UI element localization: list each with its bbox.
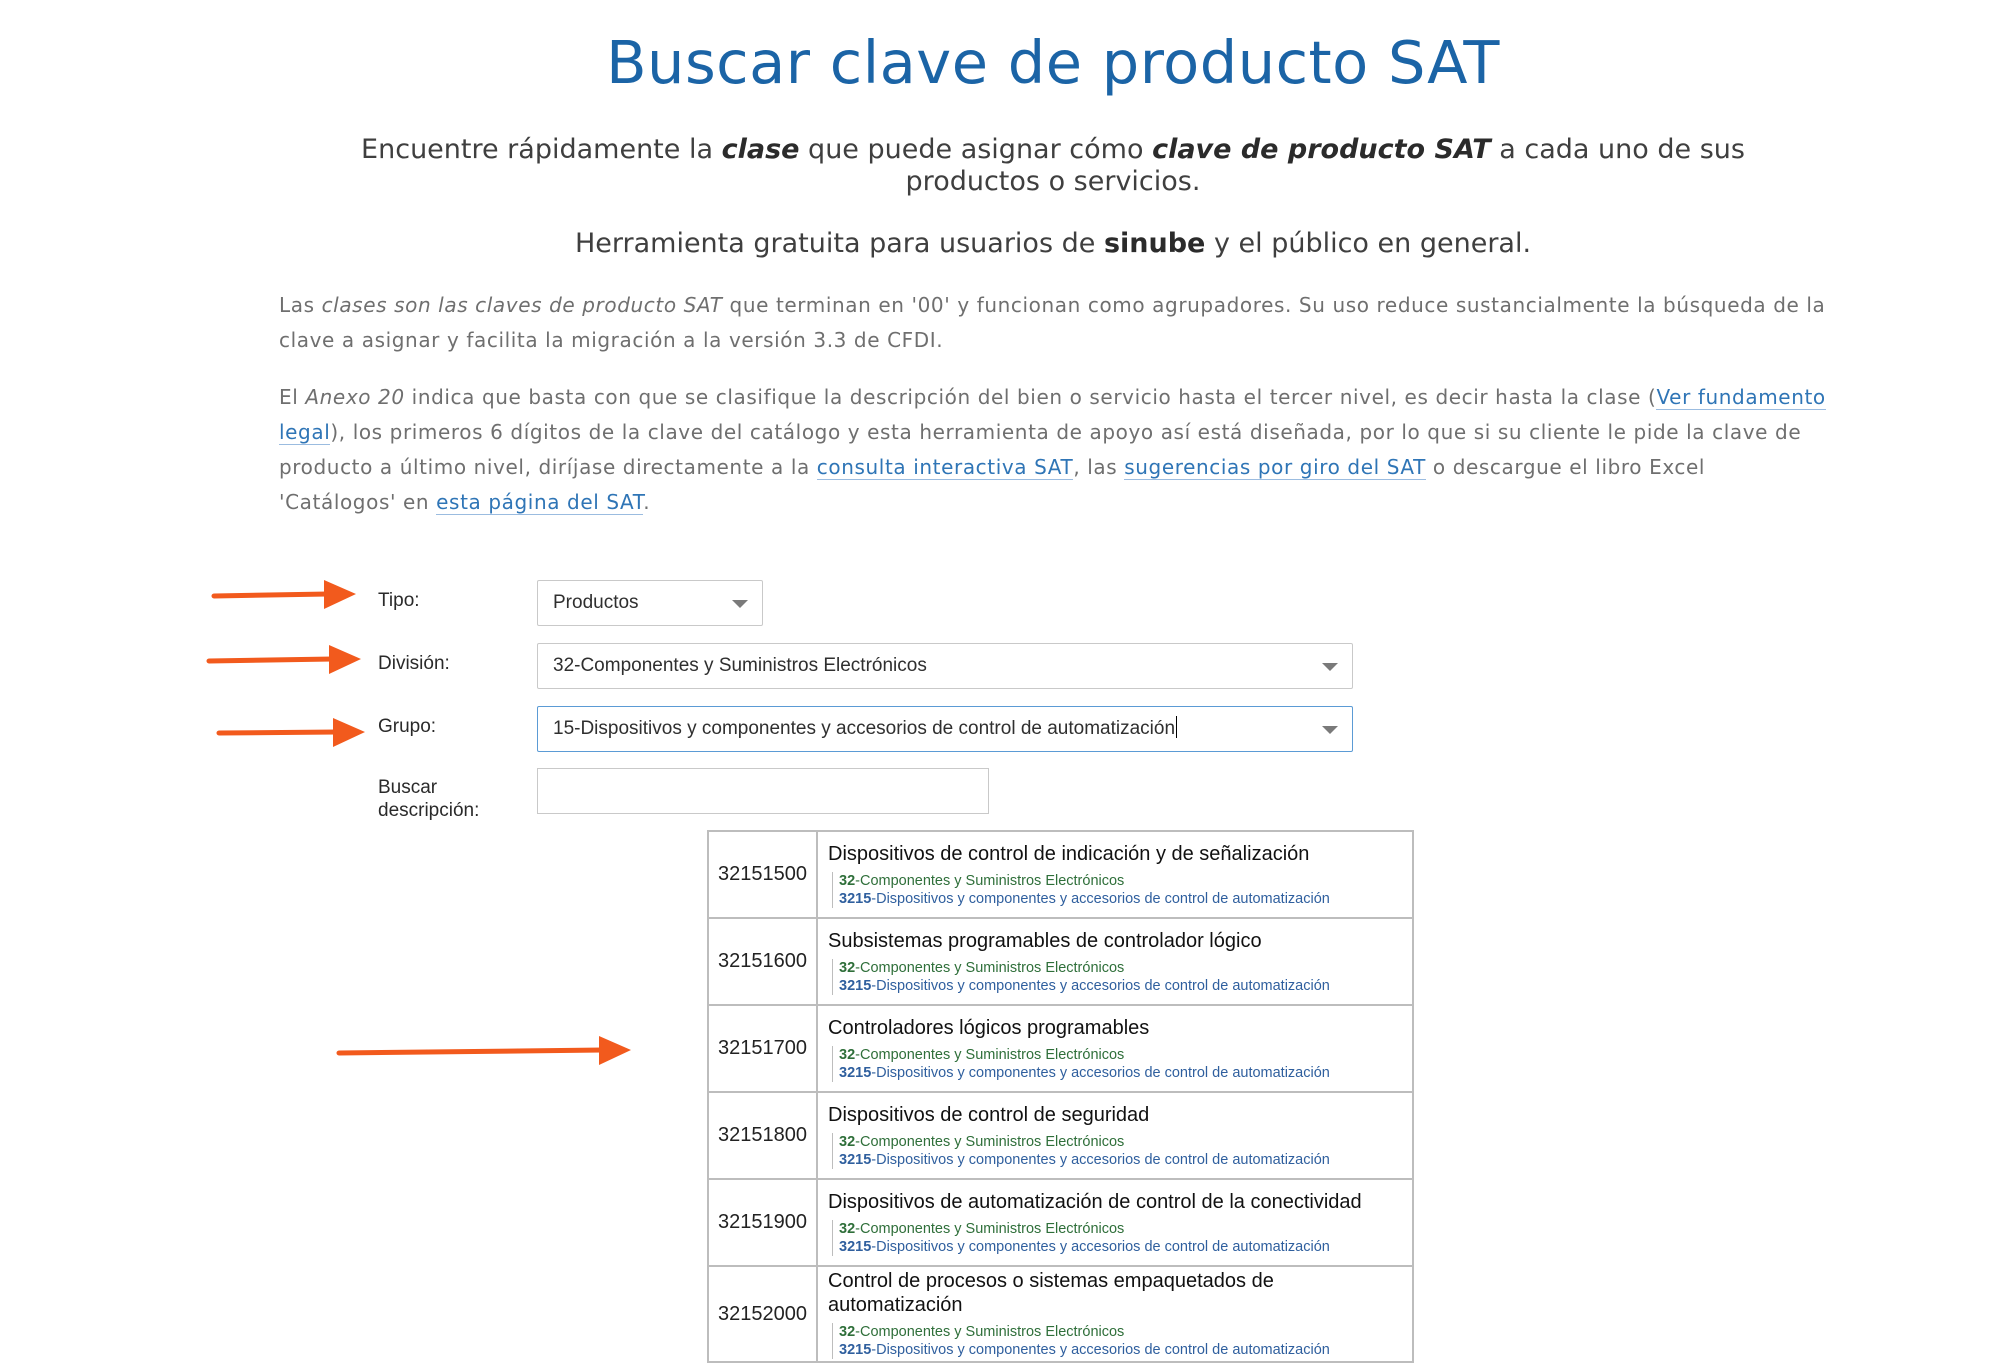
result-row[interactable] <box>708 1005 1413 1092</box>
arrow-icon-grupo <box>215 715 370 749</box>
result-group: 3215-Dispositivos y componentes y accesorios de control de automatización <box>839 1151 1330 1168</box>
result-classification <box>832 1133 1412 1169</box>
link-sugerencias-giro-sat[interactable]: sugerencias por giro del SAT <box>1124 455 1426 479</box>
result-classification <box>832 1220 1412 1256</box>
link-fundamento-legal[interactable]: Ver fundamento legal <box>279 385 1826 444</box>
result-title[interactable]: Dispositivos de automatización de control de la conectividad <box>828 1190 1362 1213</box>
result-group: 3215-Dispositivos y componentes y accesorios de control de automatización <box>839 1064 1330 1081</box>
result-group: 3215-Dispositivos y componentes y accesorios de control de automatización <box>839 1342 1330 1358</box>
result-classification <box>832 1323 1412 1359</box>
result-row[interactable] <box>708 831 1413 918</box>
division-select[interactable] <box>537 643 1353 689</box>
result-division: 32-Componentes y Suministros Electrónicos <box>839 959 1125 976</box>
result-description <box>817 831 1413 918</box>
result-code: 32151600 <box>708 918 817 1005</box>
result-division: 32-Componentes y Suministros Electrónicos <box>839 1133 1125 1150</box>
chevron-down-icon <box>1322 726 1338 734</box>
result-description <box>817 1266 1413 1362</box>
result-division: 32-Componentes y Suministros Electrónicos <box>839 1220 1125 1237</box>
division-select-value: 32-Componentes y Suministros Electrónicos <box>553 655 927 676</box>
tipo-select-value: Productos <box>553 592 639 613</box>
result-row[interactable] <box>708 1179 1413 1266</box>
result-row[interactable] <box>708 1266 1413 1362</box>
division-label: División: <box>378 653 450 674</box>
grupo-select-value: 15-Dispositivos y componentes y accesorios de control de automatización <box>553 718 1176 739</box>
link-consulta-interactiva-sat[interactable]: consulta interactiva SAT <box>816 455 1074 479</box>
tipo-select[interactable] <box>537 580 763 626</box>
result-code: 32151700 <box>708 1005 817 1092</box>
result-group: 3215-Dispositivos y componentes y accesorios de control de automatización <box>839 1238 1330 1255</box>
result-classification <box>832 959 1412 995</box>
result-title[interactable]: Subsistemas programables de controlador lógico <box>828 929 1262 952</box>
arrow-icon-division <box>205 643 365 677</box>
result-title[interactable]: Dispositivos de control de indicación y de señalización <box>828 842 1310 865</box>
result-division: 32-Componentes y Suministros Electrónicos <box>839 1324 1125 1340</box>
link-pagina-sat[interactable]: esta página del SAT <box>436 490 644 514</box>
result-row[interactable] <box>708 918 1413 1005</box>
page-title: Buscar clave de producto SAT <box>606 28 1500 97</box>
result-classification <box>832 872 1412 908</box>
buscar-descripcion-label: Buscar descripción: <box>378 777 480 821</box>
result-title[interactable]: Controladores lógicos programables <box>828 1016 1150 1039</box>
intro-tagline: Herramienta gratuita para usuarios de sinube y el público en general. <box>574 228 1532 259</box>
result-description <box>817 1179 1413 1266</box>
chevron-down-icon <box>732 600 748 608</box>
result-group: 3215-Dispositivos y componentes y accesorios de control de automatización <box>839 890 1330 907</box>
info-paragraph-clases: Las clases son las claves de producto SAT que terminan en '00' y funcionan como agrupadores. Su uso reduce sustancialmente la búsqueda de la clave a asignar y facilita la migración a la versión 3.3 de CFDI. <box>279 293 1826 352</box>
result-division: 32-Componentes y Suministros Electrónicos <box>839 872 1125 889</box>
result-code: 32151500 <box>708 831 817 918</box>
buscar-descripcion-input[interactable] <box>537 768 989 814</box>
result-code: 32151900 <box>708 1179 817 1266</box>
intro-lead: Encuentre rápidamente la clase que puede asignar cómo clave de producto SAT a cada uno de sus productos o servicios. <box>361 134 1745 197</box>
result-row[interactable] <box>708 1092 1413 1179</box>
results-table <box>707 830 1414 1363</box>
result-group: 3215-Dispositivos y componentes y accesorios de control de automatización <box>839 977 1330 994</box>
result-code: 32152000 <box>708 1266 817 1362</box>
chevron-down-icon <box>1322 663 1338 671</box>
result-division: 32-Componentes y Suministros Electrónicos <box>839 1046 1125 1063</box>
result-description <box>817 918 1413 1005</box>
result-classification <box>832 1046 1412 1082</box>
result-title[interactable]: Control de procesos o sistemas empaquetados de automatización <box>828 1270 1274 1316</box>
result-description <box>817 1005 1413 1092</box>
info-paragraph-anexo: El Anexo 20 indica que basta con que se clasifique la descripción del bien o servicio hasta el tercer nivel, es decir hasta la clase (Ver fundamento legal), los primeros 6 dígitos de la clave del catálogo y esta herramienta de apoyo así está diseñada, por lo que si su cliente le pide la clave de producto a último nivel, diríjase directamente a la consulta interactiva SAT, las sugerencias por giro del SAT o descargue el libro Excel 'Catálogos' en esta página del SAT. <box>279 385 1826 514</box>
result-title[interactable]: Dispositivos de control de seguridad <box>828 1103 1150 1126</box>
arrow-icon-tipo <box>210 578 360 612</box>
result-description <box>817 1092 1413 1179</box>
arrow-icon-result <box>335 1033 635 1067</box>
grupo-label: Grupo: <box>378 716 437 737</box>
text-cursor <box>1176 716 1177 738</box>
tipo-label: Tipo: <box>378 590 420 611</box>
grupo-select[interactable] <box>537 706 1353 752</box>
result-code: 32151800 <box>708 1092 817 1179</box>
